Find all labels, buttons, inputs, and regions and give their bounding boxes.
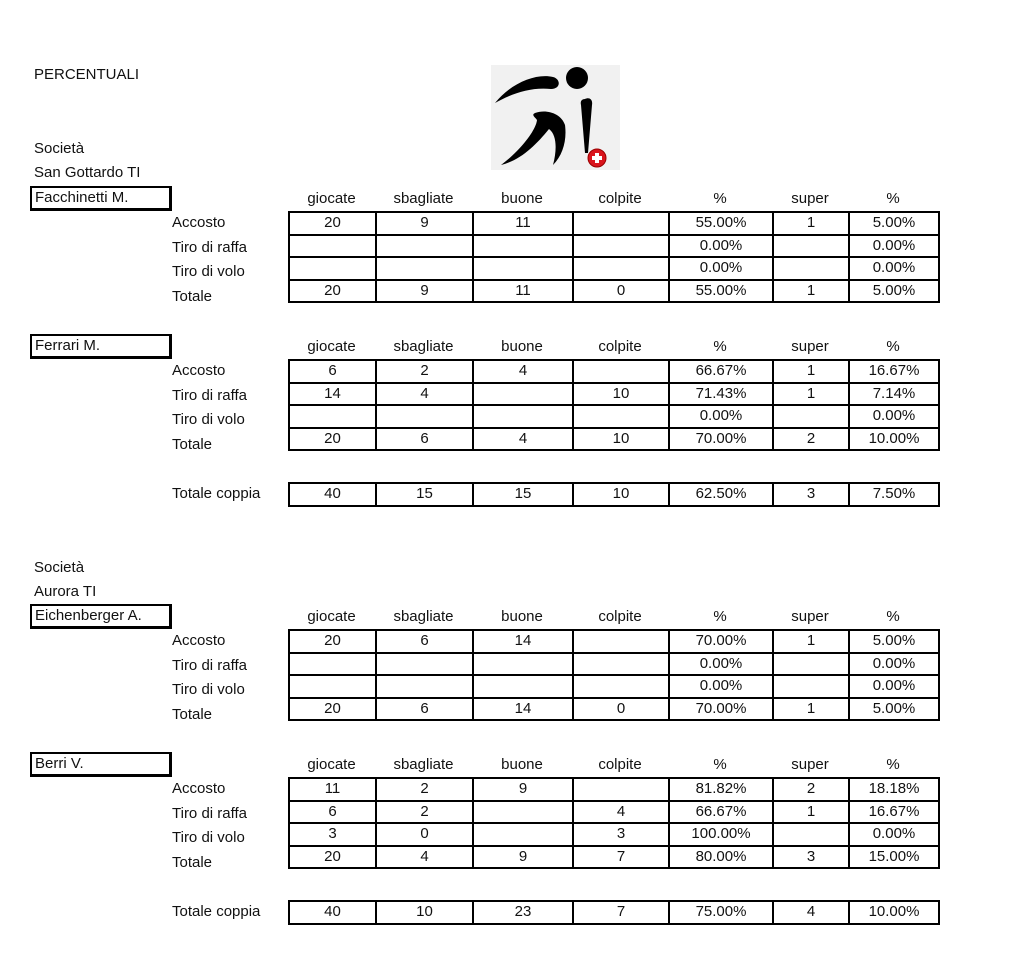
table-cell: 6	[376, 698, 473, 721]
table-cell	[376, 653, 473, 676]
table-cell	[473, 675, 573, 698]
column-header: %	[713, 190, 727, 207]
table-cell	[773, 235, 849, 258]
column-header: super	[791, 190, 829, 207]
table-cell: 1	[773, 360, 849, 383]
table-row	[289, 235, 939, 258]
table-cell	[289, 653, 376, 676]
column-header: colpite	[598, 756, 642, 773]
player-name-box: Eichenberger A.	[30, 604, 172, 629]
table-cell	[773, 653, 849, 676]
table-cell: 14	[289, 383, 376, 406]
table-cell: 81.82%	[669, 778, 773, 801]
table-row	[289, 212, 939, 235]
row-label: Totale	[172, 287, 213, 305]
column-header: sbagliate	[393, 608, 454, 625]
column-header: %	[713, 756, 727, 773]
row-label: Accosto	[172, 214, 226, 231]
table-cell	[473, 235, 573, 258]
table-cell: 20	[289, 212, 376, 235]
table-row	[289, 675, 939, 698]
row-label: Accosto	[172, 362, 226, 379]
row-label: Tiro di volo	[172, 411, 245, 428]
table-cell: 20	[289, 428, 376, 451]
table-cell: 5.00%	[849, 280, 939, 303]
table-cell: 2	[376, 801, 473, 824]
table-cell: 66.67%	[669, 801, 773, 824]
column-header: buone	[501, 756, 543, 773]
column-header: %	[886, 338, 900, 355]
table-cell: 0.00%	[849, 823, 939, 846]
table-row	[289, 428, 939, 451]
player-stats-table	[288, 629, 940, 721]
row-label: Tiro di volo	[172, 829, 245, 846]
table-cell: 9	[473, 778, 573, 801]
table-cell: 20	[289, 280, 376, 303]
table-cell: 15	[376, 483, 473, 506]
column-header: %	[713, 338, 727, 355]
table-cell: 0.00%	[669, 653, 773, 676]
column-header: sbagliate	[393, 338, 454, 355]
row-label: Totale	[172, 705, 213, 723]
table-cell: 6	[289, 801, 376, 824]
table-cell	[573, 212, 669, 235]
table-cell	[473, 653, 573, 676]
table-cell: 6	[289, 360, 376, 383]
table-cell: 5.00%	[849, 212, 939, 235]
table-cell: 55.00%	[669, 280, 773, 303]
table-cell: 5.00%	[849, 630, 939, 653]
column-header: colpite	[598, 608, 642, 625]
table-cell: 6	[376, 428, 473, 451]
column-header: colpite	[598, 190, 642, 207]
player-name-box: Berri V.	[30, 752, 172, 777]
row-label: Tiro di raffa	[172, 386, 248, 404]
table-cell: 10	[573, 483, 669, 506]
table-cell: 15.00%	[849, 846, 939, 869]
table-row	[289, 257, 939, 280]
society-label: Società	[34, 559, 85, 576]
column-header: sbagliate	[393, 190, 454, 207]
table-cell: 0.00%	[669, 235, 773, 258]
table-cell: 16.67%	[849, 801, 939, 824]
column-header: super	[791, 756, 829, 773]
column-header: %	[713, 608, 727, 625]
table-cell: 1	[773, 383, 849, 406]
table-row	[289, 901, 939, 924]
table-cell	[573, 675, 669, 698]
table-cell: 11	[473, 212, 573, 235]
table-cell: 0.00%	[669, 675, 773, 698]
row-label: Tiro di volo	[172, 681, 245, 698]
table-row	[289, 778, 939, 801]
table-cell: 1	[773, 212, 849, 235]
table-row	[289, 653, 939, 676]
table-cell	[289, 235, 376, 258]
column-header: %	[886, 190, 900, 207]
row-label: Tiro di volo	[172, 263, 245, 280]
column-header: colpite	[598, 338, 642, 355]
table-cell: 0.00%	[849, 405, 939, 428]
table-cell: 3	[773, 846, 849, 869]
table-cell: 40	[289, 483, 376, 506]
table-cell	[773, 405, 849, 428]
table-cell: 2	[773, 778, 849, 801]
table-cell: 18.18%	[849, 778, 939, 801]
table-cell: 16.67%	[849, 360, 939, 383]
table-cell: 70.00%	[669, 428, 773, 451]
table-cell: 66.67%	[669, 360, 773, 383]
table-cell: 1	[773, 630, 849, 653]
column-header: super	[791, 608, 829, 625]
column-header: sbagliate	[393, 756, 454, 773]
society-label: Società	[34, 140, 85, 157]
table-cell	[773, 675, 849, 698]
table-cell: 0.00%	[669, 405, 773, 428]
table-cell: 3	[289, 823, 376, 846]
society-name: San Gottardo TI	[34, 164, 141, 181]
table-row	[289, 698, 939, 721]
table-cell: 0	[573, 280, 669, 303]
player-stats-table	[288, 359, 940, 451]
table-cell: 10	[376, 901, 473, 924]
row-label: Accosto	[172, 632, 226, 649]
table-cell	[473, 383, 573, 406]
player-stats-table	[288, 777, 940, 869]
table-cell: 0.00%	[849, 675, 939, 698]
table-cell: 75.00%	[669, 901, 773, 924]
table-cell: 7	[573, 846, 669, 869]
table-cell	[573, 360, 669, 383]
player-stats-table	[288, 211, 940, 303]
page-title: PERCENTUALI	[34, 66, 140, 83]
column-header: super	[791, 338, 829, 355]
table-cell	[289, 257, 376, 280]
table-cell	[376, 405, 473, 428]
table-cell: 2	[376, 778, 473, 801]
table-cell: 4	[573, 801, 669, 824]
couple-total-table	[288, 482, 940, 507]
table-cell: 14	[473, 630, 573, 653]
table-cell	[573, 405, 669, 428]
table-cell: 4	[376, 846, 473, 869]
table-row	[289, 360, 939, 383]
row-label: Tiro di raffa	[172, 656, 248, 674]
row-label: Totale	[172, 435, 213, 453]
table-cell: 0.00%	[669, 257, 773, 280]
table-cell: 9	[473, 846, 573, 869]
table-cell: 10	[573, 428, 669, 451]
column-header: buone	[501, 338, 543, 355]
column-header: buone	[501, 608, 543, 625]
table-row	[289, 483, 939, 506]
table-row	[289, 405, 939, 428]
row-label: Tiro di raffa	[172, 238, 248, 256]
table-cell	[473, 801, 573, 824]
table-cell: 1	[773, 280, 849, 303]
table-cell: 20	[289, 630, 376, 653]
player-name-box: Facchinetti M.	[30, 186, 172, 211]
player-name-box: Ferrari M.	[30, 334, 172, 359]
table-cell: 4	[473, 428, 573, 451]
table-cell: 3	[773, 483, 849, 506]
table-cell: 80.00%	[669, 846, 773, 869]
table-cell	[573, 653, 669, 676]
row-label: Totale coppia	[172, 903, 261, 920]
table-row	[289, 801, 939, 824]
row-label: Accosto	[172, 780, 226, 797]
table-cell: 23	[473, 901, 573, 924]
table-cell: 0.00%	[849, 257, 939, 280]
table-cell: 70.00%	[669, 698, 773, 721]
table-row	[289, 846, 939, 869]
table-cell	[376, 257, 473, 280]
column-header: giocate	[307, 338, 356, 355]
table-cell	[473, 405, 573, 428]
table-cell: 6	[376, 630, 473, 653]
column-header: giocate	[307, 756, 356, 773]
table-cell	[573, 235, 669, 258]
column-header: buone	[501, 190, 543, 207]
table-row	[289, 383, 939, 406]
table-cell: 9	[376, 212, 473, 235]
table-cell: 4	[376, 383, 473, 406]
table-cell	[473, 257, 573, 280]
society-name: Aurora TI	[34, 583, 97, 600]
table-cell: 11	[473, 280, 573, 303]
table-cell	[773, 823, 849, 846]
table-cell: 40	[289, 901, 376, 924]
table-cell: 100.00%	[669, 823, 773, 846]
table-cell: 62.50%	[669, 483, 773, 506]
table-cell: 1	[773, 698, 849, 721]
table-cell: 11	[289, 778, 376, 801]
table-cell: 0.00%	[849, 235, 939, 258]
table-cell: 2	[773, 428, 849, 451]
table-row	[289, 630, 939, 653]
table-cell	[376, 675, 473, 698]
table-cell: 2	[376, 360, 473, 383]
row-label: Tiro di raffa	[172, 804, 248, 822]
table-cell: 0	[573, 698, 669, 721]
table-cell: 5.00%	[849, 698, 939, 721]
row-label: Totale coppia	[172, 485, 261, 502]
table-cell: 3	[573, 823, 669, 846]
table-cell: 20	[289, 698, 376, 721]
column-header: giocate	[307, 190, 356, 207]
table-cell: 7.50%	[849, 483, 939, 506]
table-cell	[289, 405, 376, 428]
table-cell: 0	[376, 823, 473, 846]
table-cell	[573, 778, 669, 801]
table-cell: 0.00%	[849, 653, 939, 676]
table-cell: 15	[473, 483, 573, 506]
row-label: Totale	[172, 853, 213, 871]
column-header: %	[886, 756, 900, 773]
table-cell: 10.00%	[849, 901, 939, 924]
table-cell: 70.00%	[669, 630, 773, 653]
table-cell: 14	[473, 698, 573, 721]
table-cell: 7	[573, 901, 669, 924]
table-row	[289, 823, 939, 846]
couple-total-table	[288, 900, 940, 925]
table-cell	[289, 675, 376, 698]
table-cell: 7.14%	[849, 383, 939, 406]
table-cell: 20	[289, 846, 376, 869]
table-cell: 71.43%	[669, 383, 773, 406]
table-cell: 4	[473, 360, 573, 383]
column-header: %	[886, 608, 900, 625]
bocce-player-logo-icon	[491, 65, 620, 170]
table-cell: 55.00%	[669, 212, 773, 235]
table-cell	[773, 257, 849, 280]
table-cell: 10	[573, 383, 669, 406]
table-cell: 4	[773, 901, 849, 924]
table-cell	[573, 257, 669, 280]
table-cell: 10.00%	[849, 428, 939, 451]
table-row	[289, 280, 939, 303]
table-cell: 1	[773, 801, 849, 824]
column-header: giocate	[307, 608, 356, 625]
table-cell	[376, 235, 473, 258]
table-cell: 9	[376, 280, 473, 303]
table-cell	[573, 630, 669, 653]
table-cell	[473, 823, 573, 846]
